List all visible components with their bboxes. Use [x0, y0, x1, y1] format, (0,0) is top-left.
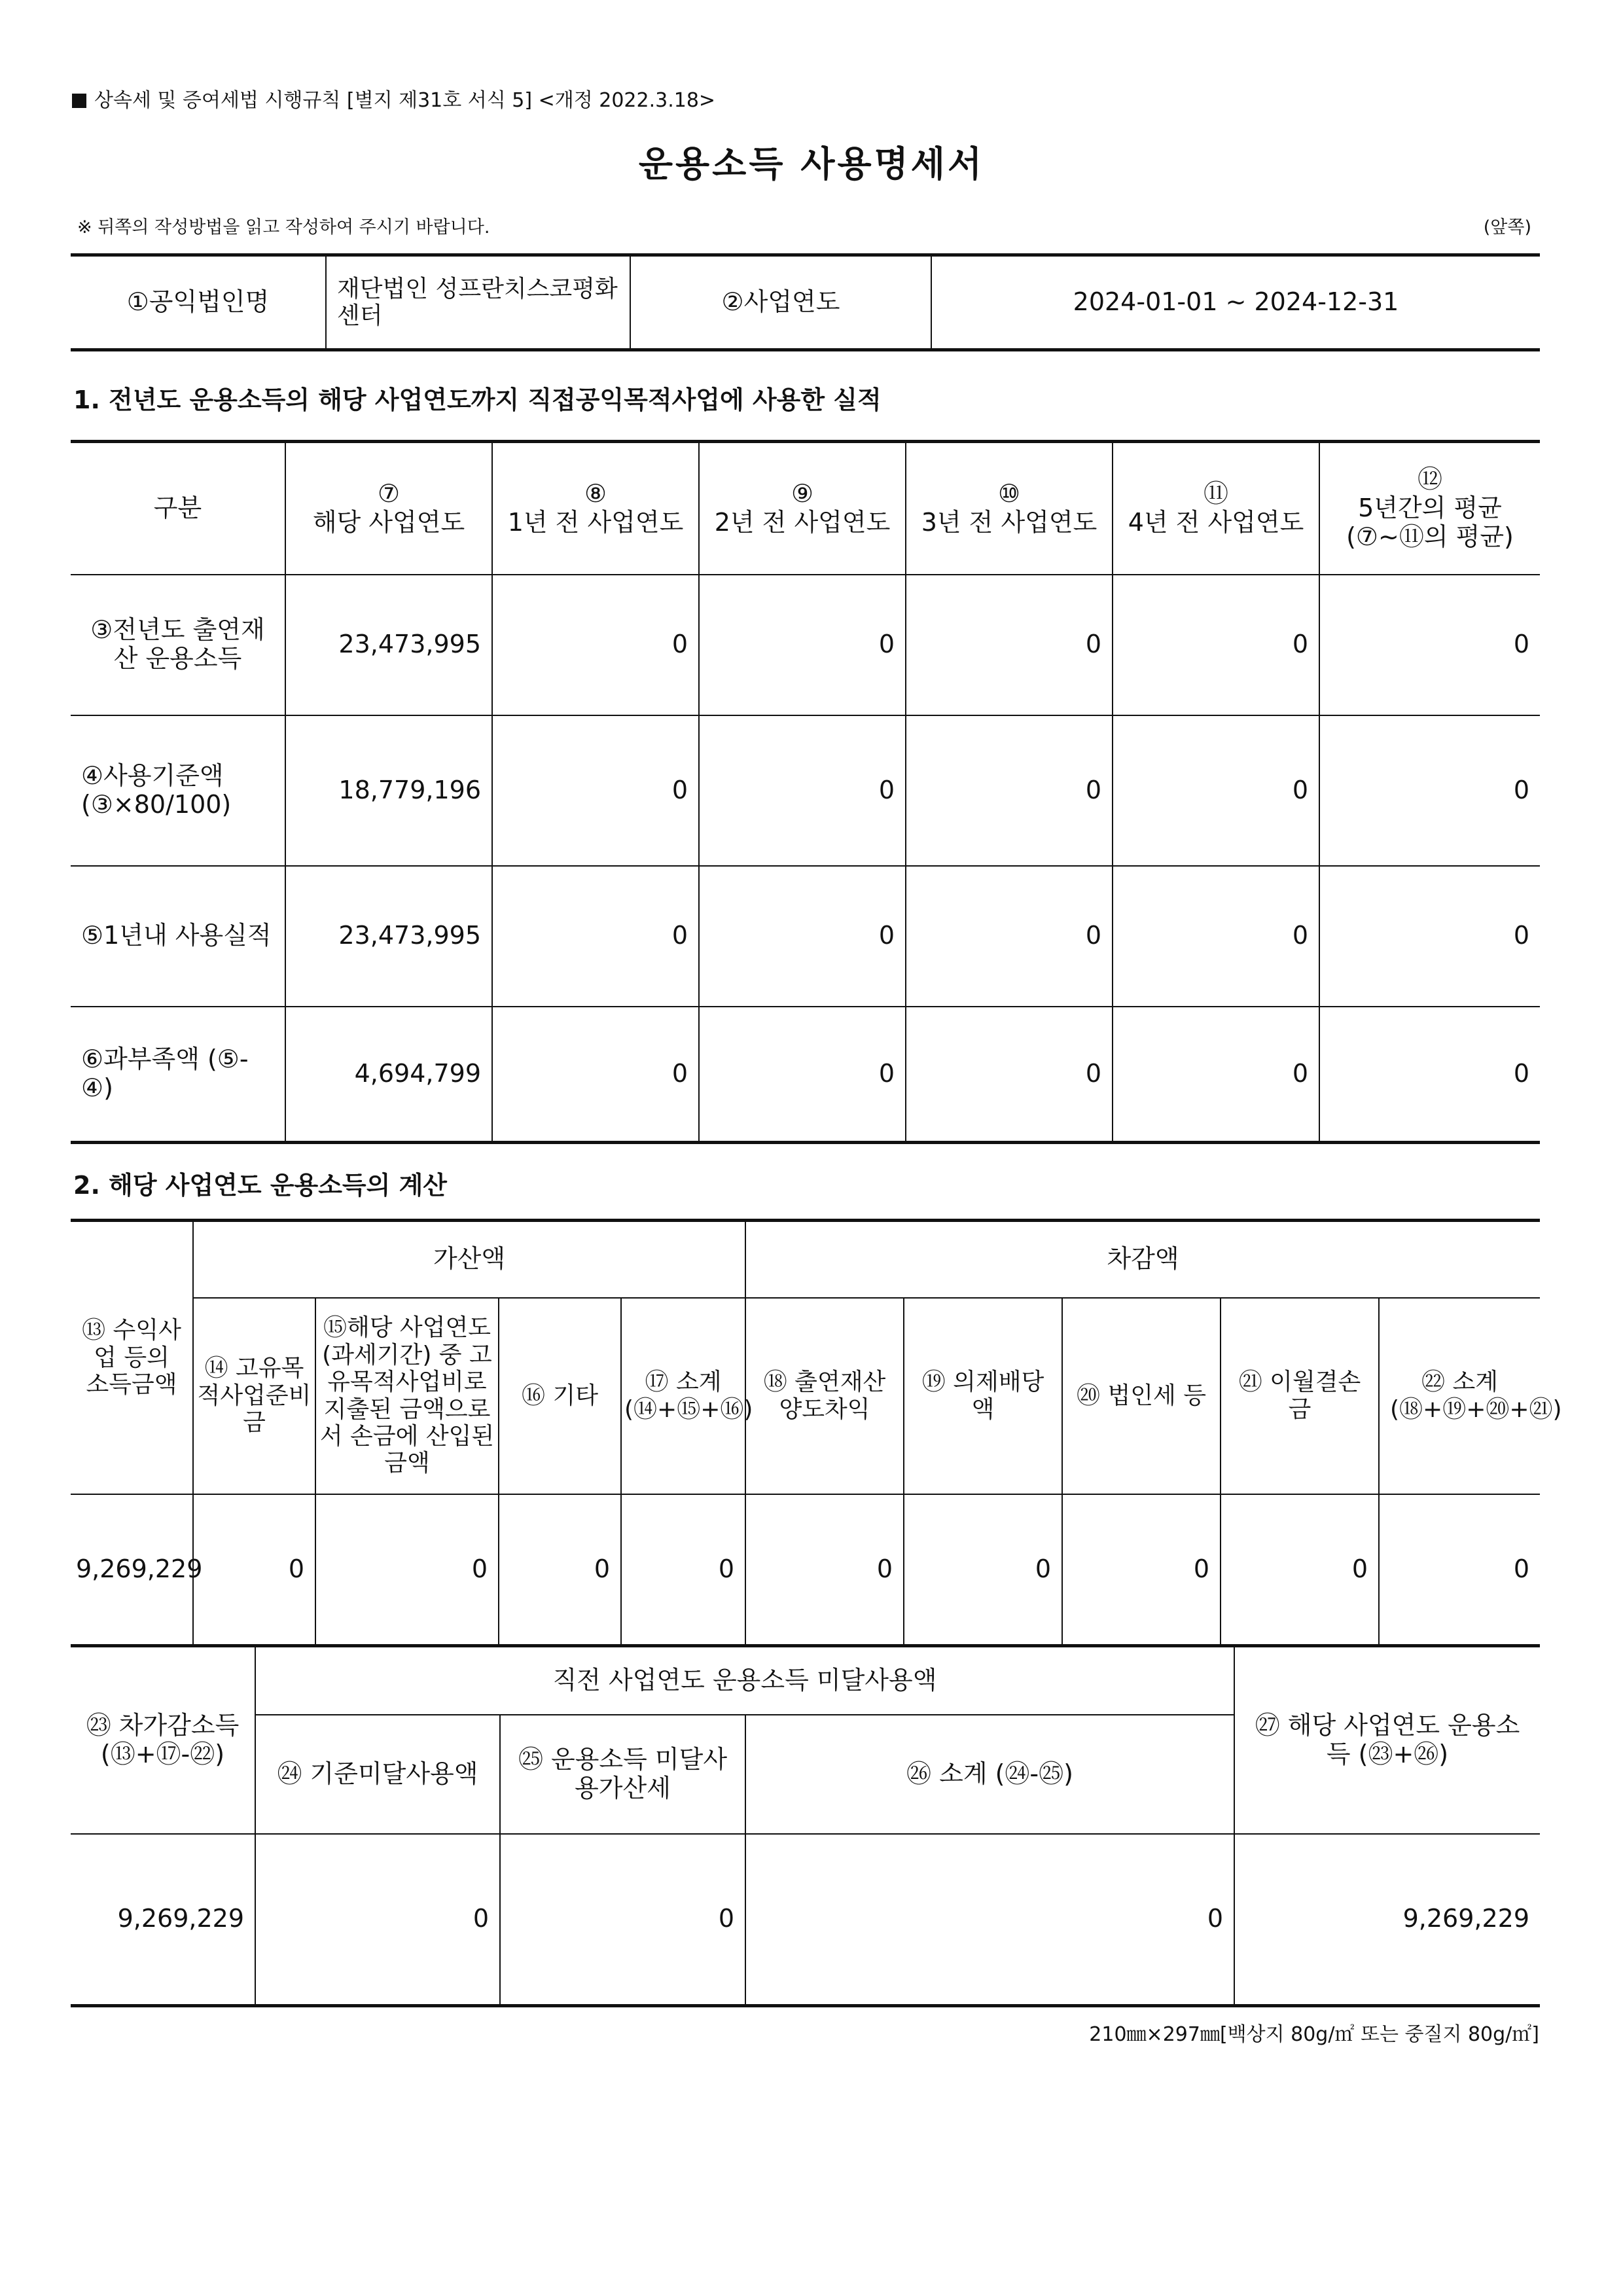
- col14-header: ⑭ 고유목적사업준비금: [193, 1298, 315, 1494]
- row3-label: ③전년도 출연재산 운용소득: [71, 575, 285, 715]
- row3-col11: 0: [1113, 575, 1319, 715]
- table-row: [71, 1007, 1540, 1143]
- row6-col8: 0: [492, 1007, 699, 1143]
- table-row: [71, 1834, 1540, 2006]
- row6-col7: 4,694,799: [285, 1007, 492, 1143]
- col19-value: 0: [904, 1494, 1062, 1646]
- page-side-label: (앞쪽): [1483, 217, 1531, 238]
- row4-col8: 0: [492, 715, 699, 866]
- row4-label: ④사용기준액 (③×80/100): [71, 715, 285, 866]
- row4-col10: 0: [906, 715, 1113, 866]
- row3-col7: 23,473,995: [285, 575, 492, 715]
- col11-header: ⑪ 4년 전 사업연도: [1113, 442, 1319, 575]
- row5-col8: 0: [492, 866, 699, 1007]
- col27-value: 9,269,229: [1234, 1834, 1540, 2006]
- section2b-group-row: [71, 1646, 1540, 1715]
- square-bullet-icon: [72, 94, 86, 108]
- category-header: 구분: [71, 442, 285, 575]
- unused-group-header: 직전 사업연도 운용소득 미달사용액: [255, 1646, 1234, 1715]
- row5-col12: 0: [1319, 866, 1540, 1007]
- table-row: [71, 575, 1540, 715]
- corp-name-value: 재단법인 성프란치스코평화센터: [326, 255, 630, 350]
- year-value: 2024-01-01 ~ 2024-12-31: [931, 255, 1540, 350]
- col27-header: ㉗ 해당 사업연도 운용소득 (㉓+㉖): [1234, 1646, 1540, 1834]
- row5-col7: 23,473,995: [285, 866, 492, 1007]
- row4-col9: 0: [699, 715, 906, 866]
- section2-group-row: [71, 1221, 1540, 1298]
- year-label: ②사업연도: [630, 255, 931, 350]
- info-table: [71, 253, 1540, 351]
- col18-header: ⑱ 출연재산 양도차익: [745, 1298, 904, 1494]
- row5-col11: 0: [1113, 866, 1319, 1007]
- col23-value: 9,269,229: [71, 1834, 255, 2006]
- col13-value: 9,269,229: [71, 1494, 193, 1646]
- section2-header-row: [71, 1298, 1540, 1494]
- col17-header: ⑰ 소계 (⑭+⑮+⑯): [621, 1298, 745, 1494]
- col15-header: ⑮해당 사업연도 (과세기간) 중 고유목적사업비로 지출된 금액으로서 손금에 산입된 금액: [315, 1298, 499, 1494]
- row5-label: ⑤1년내 사용실적: [71, 866, 285, 1007]
- row5-col9: 0: [699, 866, 906, 1007]
- col26-header: ㉖ 소계 (㉔-㉕): [745, 1715, 1234, 1834]
- row4-col11: 0: [1113, 715, 1319, 866]
- row5-col10: 0: [906, 866, 1113, 1007]
- table-row: [71, 1494, 1540, 1646]
- col15-value: 0: [315, 1494, 499, 1646]
- col24-value: 0: [255, 1834, 500, 2006]
- paper-spec-footer: 210㎜×297㎜[백상지 80g/㎡ 또는 중질지 80g/㎡]: [1089, 2023, 1539, 2046]
- col14-value: 0: [193, 1494, 315, 1646]
- corp-name-label: ①공익법인명: [71, 255, 326, 350]
- row3-col12: 0: [1319, 575, 1540, 715]
- col9-header: ⑨ 2년 전 사업연도: [699, 442, 906, 575]
- table-row: [71, 715, 1540, 866]
- col21-value: 0: [1221, 1494, 1379, 1646]
- section1-table: [71, 440, 1540, 1144]
- section2-table: [71, 1219, 1562, 1647]
- sub-group-header: 차감액: [745, 1221, 1540, 1298]
- col23-header: ㉓ 차가감소득 (⑬+⑰-㉒): [71, 1646, 255, 1834]
- col22-value: 0: [1379, 1494, 1540, 1646]
- col13-header: ⑬ 수익사업 등의 소득금액: [71, 1221, 193, 1494]
- col22-header: ㉒ 소계 (⑱+⑲+⑳+㉑): [1379, 1298, 1540, 1494]
- col19-header: ⑲ 의제배당액: [904, 1298, 1062, 1494]
- col26-value: 0: [745, 1834, 1234, 2006]
- row4-col7: 18,779,196: [285, 715, 492, 866]
- add-group-header: 가산액: [193, 1221, 745, 1298]
- col21-header: ㉑ 이월결손금: [1221, 1298, 1379, 1494]
- section2-table-b: [71, 1644, 1540, 2007]
- col18-value: 0: [745, 1494, 904, 1646]
- row6-col10: 0: [906, 1007, 1113, 1143]
- col16-header: ⑯ 기타: [499, 1298, 621, 1494]
- col25-header: ㉕ 운용소득 미달사용가산세: [500, 1715, 745, 1834]
- col25-value: 0: [500, 1834, 745, 2006]
- row3-col8: 0: [492, 575, 699, 715]
- row6-col9: 0: [699, 1007, 906, 1143]
- col10-header: ⑩ 3년 전 사업연도: [906, 442, 1113, 575]
- row6-label: ⑥과부족액 (⑤-④): [71, 1007, 285, 1143]
- row3-col9: 0: [699, 575, 906, 715]
- col12-header: ⑫ 5년간의 평균 (⑦~⑪의 평균): [1319, 442, 1540, 575]
- row6-col12: 0: [1319, 1007, 1540, 1143]
- row4-col12: 0: [1319, 715, 1540, 866]
- row3-col10: 0: [906, 575, 1113, 715]
- row6-col11: 0: [1113, 1007, 1319, 1143]
- col24-header: ㉔ 기준미달사용액: [255, 1715, 500, 1834]
- col8-header: ⑧ 1년 전 사업연도: [492, 442, 699, 575]
- section2-title: 2. 해당 사업연도 운용소득의 계산: [73, 1171, 447, 1200]
- col20-value: 0: [1062, 1494, 1221, 1646]
- table-row: [71, 866, 1540, 1007]
- page-title: 운용소득 사용명세서: [638, 143, 985, 185]
- col20-header: ⑳ 법인세 등: [1062, 1298, 1221, 1494]
- section1-title: 1. 전년도 운용소득의 해당 사업연도까지 직접공익목적사업에 사용한 실적: [73, 386, 882, 414]
- instruction-note: ※ 뒤쪽의 작성방법을 읽고 작성하여 주시기 바랍니다.: [77, 217, 490, 238]
- col16-value: 0: [499, 1494, 621, 1646]
- section1-header-row: [71, 442, 1540, 575]
- form-reference: 상속세 및 증여세법 시행규칙 [별지 제31호 서식 5] <개정 2022.3.18>: [72, 84, 715, 113]
- col17-value: 0: [621, 1494, 745, 1646]
- col7-header: ⑦ 해당 사업연도: [285, 442, 492, 575]
